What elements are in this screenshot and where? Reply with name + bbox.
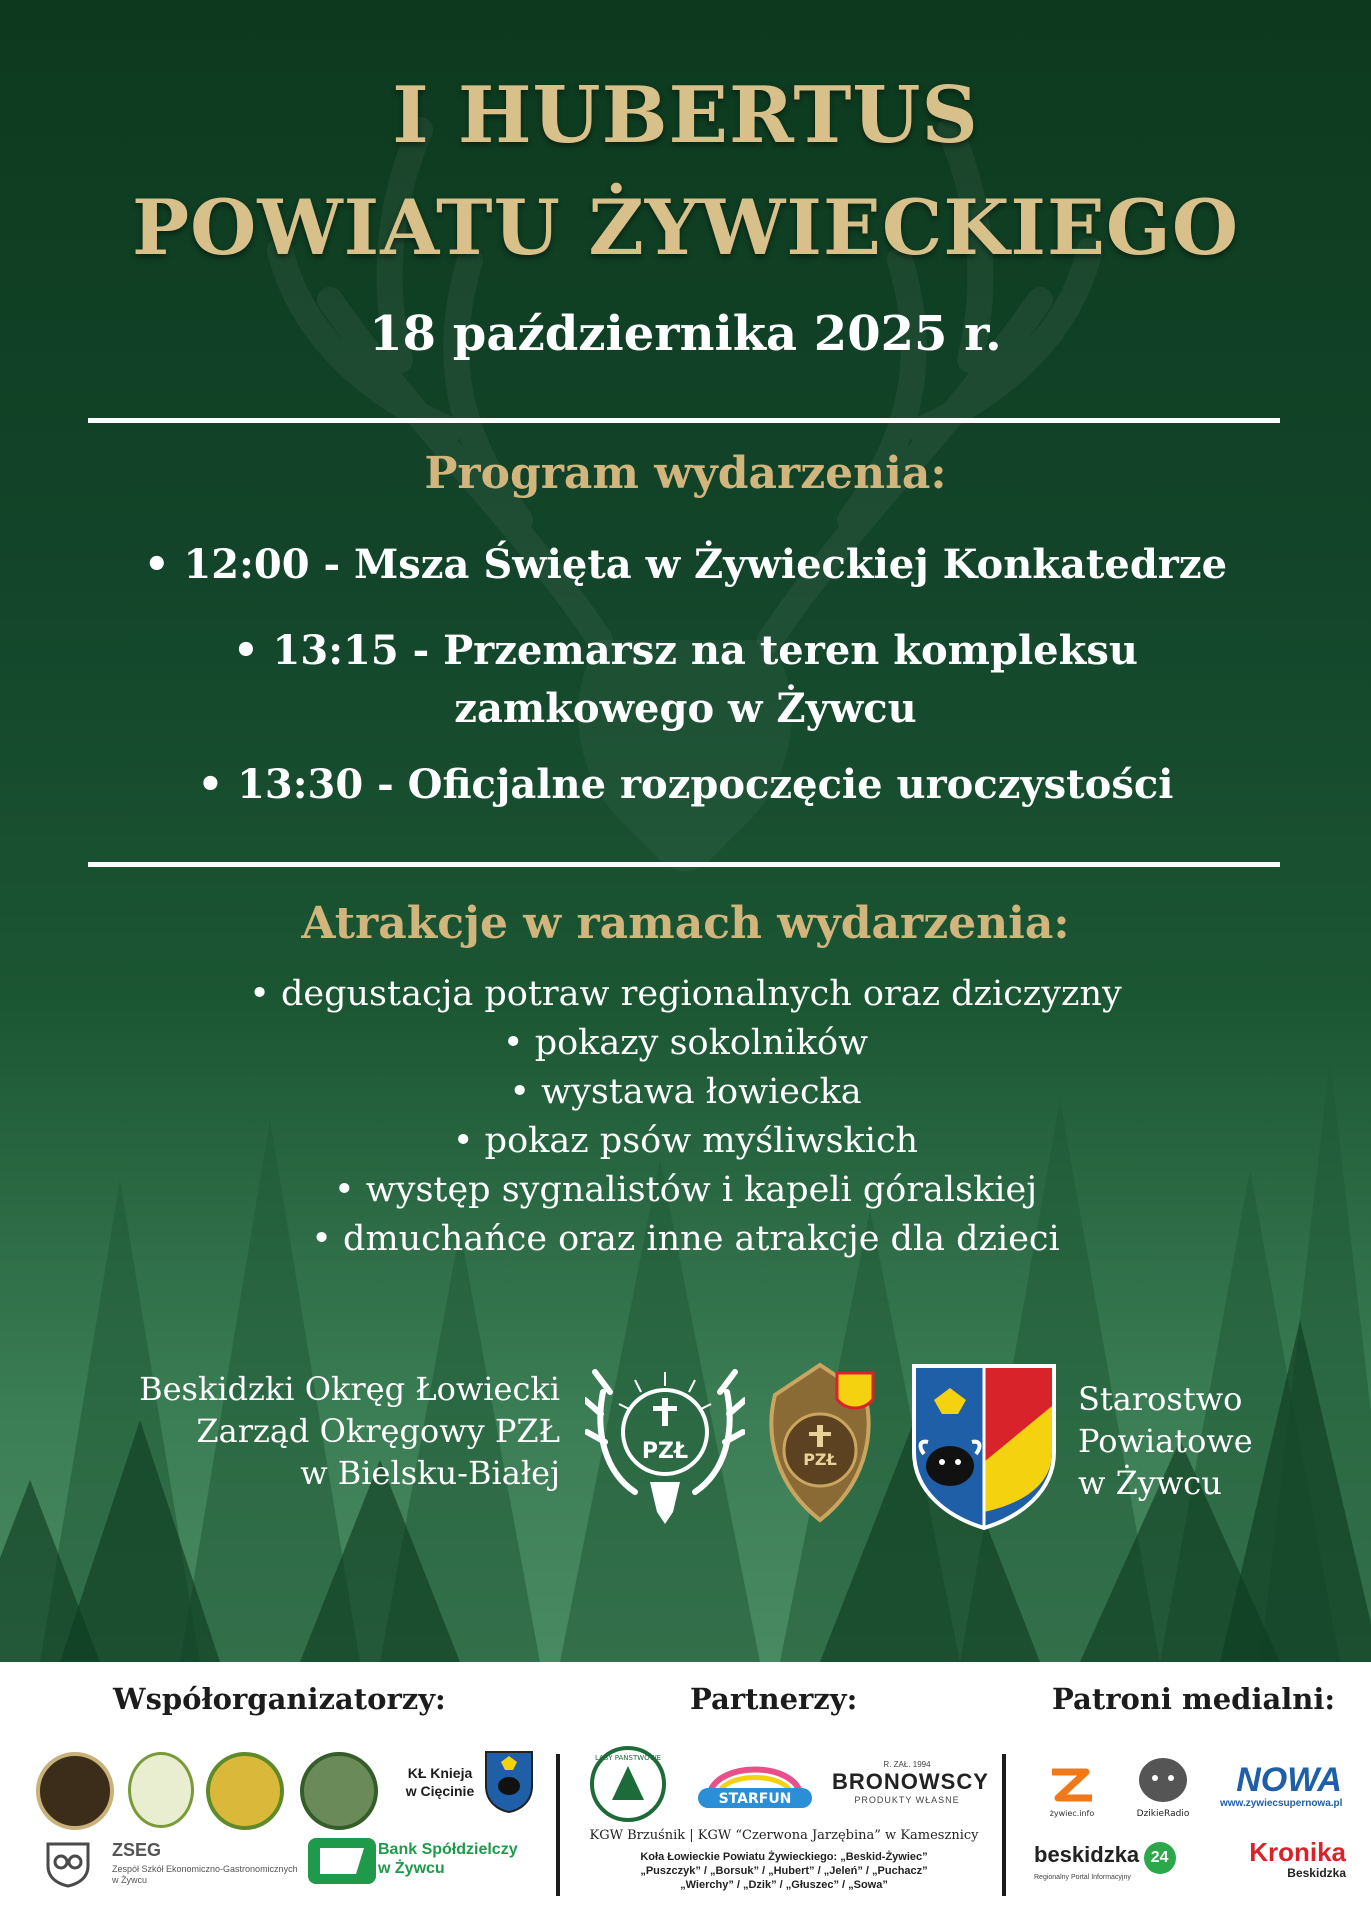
- badge-text: PZŁ: [803, 1450, 837, 1469]
- hunting-club-logo-icon: [206, 1752, 284, 1830]
- hunting-clubs-line: Koła Łowieckie Powiatu Żywieckiego: „Beskid-Żywiec”: [640, 1851, 928, 1863]
- starfun-text: STARFUN: [718, 1791, 792, 1807]
- dzikie-radio-logo-icon: [1128, 1752, 1198, 1822]
- beskidzka-text: beskidzka: [1034, 1842, 1140, 1868]
- divider: [88, 862, 1280, 867]
- bronze-badge-icon: [755, 1355, 885, 1525]
- event-title-line1: I HUBERTUS: [392, 70, 979, 161]
- dzikie-radio-text: DzikieRadio: [1136, 1809, 1190, 1819]
- divider: [556, 1754, 560, 1896]
- attractions-heading: Atrakcje w ramach wydarzenia:: [301, 898, 1070, 949]
- coorganizers-heading: Współorganizatorzy:: [113, 1682, 446, 1716]
- zseg-full-name: Zespół Szkół Ekonomiczno-Gastronomicznych w Żywcu: [112, 1864, 298, 1885]
- bronowscy-name: BRONOWSCY: [832, 1769, 989, 1794]
- attraction-item: • pokaz psów myśliwskich: [452, 1121, 919, 1161]
- county-office-name: [1078, 1378, 1348, 1504]
- media-patrons-heading: Patroni medialni:: [1052, 1682, 1336, 1716]
- pzl-emblem-icon: [585, 1352, 745, 1527]
- attraction-item: • dmuchańce oraz inne atrakcje dla dzieci: [311, 1219, 1060, 1259]
- cieciny-coat-of-arms-icon: [484, 1750, 534, 1814]
- beskidzka24-logo: [1034, 1842, 1184, 1881]
- event-date: 18 października 2025 r.: [369, 306, 1002, 362]
- sponsors-footer: [0, 1662, 1371, 1920]
- kronika-sub: Beskidzka: [1287, 1866, 1346, 1880]
- program-item: • 13:30 - Oficjalne rozpoczęcie uroczystości: [197, 761, 1174, 808]
- zywiec-info-logo-icon: [1042, 1762, 1102, 1820]
- starfun-logo-icon: [690, 1758, 820, 1812]
- kgw-text: KGW Brzuśnik | KGW “Czerwona Jarzębina” w Kamesznicy: [589, 1828, 979, 1843]
- hunting-club-logo-icon: [128, 1752, 194, 1828]
- bronowscy-year: R. ZAŁ. 1994: [883, 1760, 931, 1769]
- zseg-name: ZSEG: [112, 1840, 162, 1860]
- knieja-line: KŁ Knieja: [407, 1765, 473, 1781]
- attraction-item: • degustacja potraw regionalnych oraz dziczyzny: [249, 974, 1122, 1014]
- nowa-url: www.zywiecsupernowa.pl: [1220, 1798, 1343, 1809]
- event-title-line2: POWIATU ŻYWIECKIEGO: [131, 183, 1240, 272]
- kronika-text: Kronika: [1249, 1837, 1346, 1867]
- bronowscy-logo: [832, 1760, 989, 1805]
- divider: [88, 418, 1280, 423]
- bank-logo-icon: [306, 1836, 378, 1886]
- org-right-line: Starostwo: [1078, 1380, 1243, 1418]
- attraction-item: • wystawa łowiecka: [509, 1072, 862, 1112]
- kronika-logo: [1206, 1838, 1346, 1880]
- lasy-panstwowe-logo-icon: [588, 1744, 668, 1824]
- org-left-line: Zarząd Okręgowy PZŁ: [196, 1412, 560, 1450]
- bank-line: Bank Spółdzielczy: [378, 1841, 518, 1858]
- bank-line: w Żywcu: [378, 1860, 445, 1877]
- knieja-label: [390, 1764, 490, 1800]
- org-left-line: Beskidzki Okręg Łowiecki: [139, 1370, 560, 1408]
- org-left-line: w Bielsku-Białej: [300, 1454, 560, 1492]
- program-heading: Program wydarzenia:: [424, 448, 947, 499]
- attraction-item: • występ sygnalistów i kapeli góralskiej: [333, 1170, 1038, 1210]
- program-item-continued: zamkowego w Żywcu: [454, 685, 917, 732]
- hunting-clubs-line: „Puszczyk” / „Borsuk” / „Hubert” / „Jeleń” / „Puchacz”: [640, 1865, 928, 1877]
- divider: [1002, 1754, 1006, 1896]
- org-right-line: Powiatowe: [1078, 1422, 1253, 1460]
- beskidzka-number: 24: [1144, 1842, 1176, 1874]
- lasy-text: LASY PAŃSTWOWE: [594, 1754, 662, 1762]
- attraction-item: • pokazy sokolników: [502, 1023, 869, 1063]
- bronowscy-sub: PRODUKTY WŁASNE: [854, 1795, 960, 1805]
- hunting-clubs-line: „Wierchy” / „Dzik” / „Głuszec” / „Sowa”: [680, 1879, 888, 1891]
- zseg-logo-icon: [44, 1840, 92, 1888]
- program-item: • 13:15 - Przemarsz na teren kompleksu: [233, 627, 1138, 674]
- hunting-club-logo-icon: [36, 1752, 114, 1830]
- knieja-line: w Cięcinie: [405, 1783, 475, 1799]
- pzl-emblem-text: PZŁ: [641, 1439, 689, 1464]
- supernowa-logo: [1220, 1762, 1342, 1809]
- county-coat-of-arms-icon: [910, 1362, 1058, 1532]
- hunting-district-name: [40, 1368, 560, 1494]
- partners-heading: Partnerzy:: [690, 1682, 858, 1716]
- nowa-text: NOWA: [1236, 1761, 1342, 1799]
- zywiec-info-text: żywiec.info: [1049, 1809, 1095, 1818]
- program-item: • 12:00 - Msza Święta w Żywieckiej Konkatedrze: [143, 541, 1228, 588]
- beskidzka-sub: Regionalny Portal Informacyjny: [1034, 1874, 1131, 1881]
- hunting-clubs-list: [574, 1850, 994, 1892]
- bank-name: [378, 1840, 518, 1878]
- hunting-club-logo-icon: [300, 1752, 378, 1830]
- org-right-line: w Żywcu: [1078, 1464, 1222, 1502]
